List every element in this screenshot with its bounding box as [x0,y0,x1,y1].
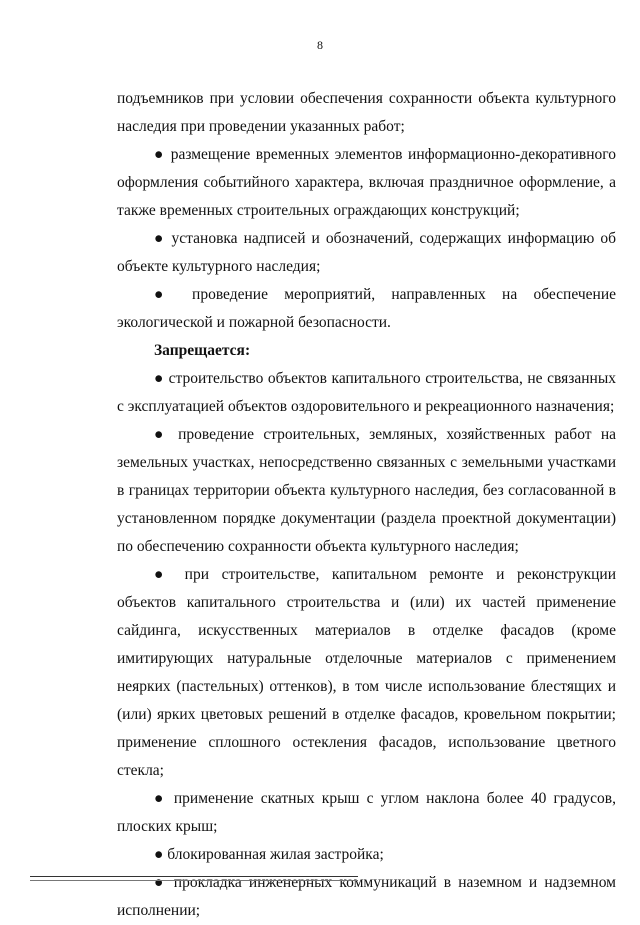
footer-rule [30,876,358,877]
list-item-signage: ● установка надписей и обозначений, содержащих информацию об объекте культурного наследия; [117,230,616,275]
footer-rule-secondary [30,880,358,881]
list-item-earthworks: ● проведение строительных, земляных, хозяйственных работ на земельных участках, непосредственно связанных с земельными участками в границах территории объекта культурного наследия, без согласованной в установленном порядке документации (раздела проектной документации) по обеспечению сохранности объекта культурного наследия; [117,426,616,555]
section-heading-prohibited: Запрещается: [154,342,251,359]
list-item-blocked-housing: ● блокированная жилая застройка; [154,846,384,863]
list-item-capital-construction: ● строительство объектов капитального строительства, не связанных с эксплуатацией объектов оздоровительного и рекреационного назначения; [117,370,616,415]
list-item-temporary-decor: ● размещение временных элементов информационно-декоративного оформления событийного характера, включая праздничное оформление, а также временных строительных ограждающих конструкций; [117,146,616,219]
list-item-utilities: ● прокладка инженерных коммуникаций в наземном и надземном исполнении; [117,874,616,919]
list-item-facade-materials: ● при строительстве, капитальном ремонте и реконструкции объектов капитального строительства и (или) их частей применение сайдинга, искусственных материалов в отделке фасадов (кроме имитирующих натуральные отделочные материалов с применением неярких (пастельных) оттенков), в том числе использование блестящих и (или) ярких цветовых решений в отделке фасадов, кровельном покрытии; применение сплошного остекления фасадов, использование цветного стекла; [117,566,616,779]
paragraph-lifts: подъемников при условии обеспечения сохранности объекта культурного наследия при проведении указанных работ; [117,90,616,135]
document-body [117,85,616,925]
list-item-safety-measures: ● проведение мероприятий, направленных на обеспечение экологической и пожарной безопасности. [117,286,616,331]
list-item-roof-pitch: ● применение скатных крыш с углом наклона более 40 градусов, плоских крыш; [117,790,616,835]
page-number: 8 [317,38,323,52]
